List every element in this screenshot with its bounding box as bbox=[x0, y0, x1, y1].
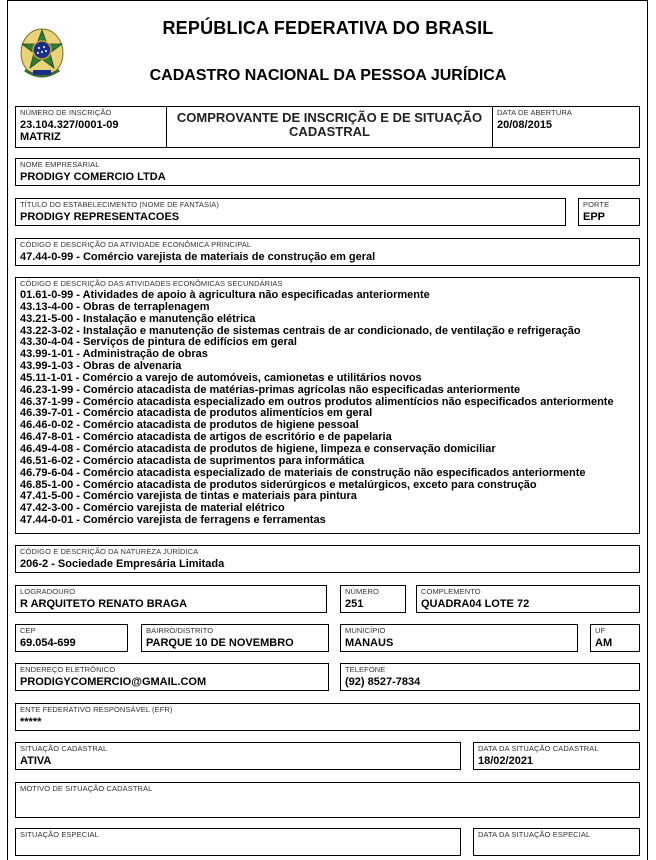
cep-label: CEP bbox=[20, 626, 36, 635]
uf-value: AM bbox=[595, 637, 613, 649]
efr-value: ***** bbox=[20, 716, 42, 728]
porte-box bbox=[578, 198, 640, 226]
situacao-especial-label: SITUAÇÃO ESPECIAL bbox=[20, 830, 99, 839]
logradouro-box bbox=[15, 585, 327, 613]
telefone-label: TELEFONE bbox=[345, 665, 386, 674]
numero-value: 251 bbox=[345, 598, 364, 610]
nome-empresarial-box bbox=[15, 158, 640, 186]
list-item: 47.41-5-00 - Comércio varejista de tintas e materiais para pintura bbox=[20, 490, 357, 503]
abertura-value: 20/08/2015 bbox=[497, 119, 553, 131]
page-subtitle: CADASTRO NACIONAL DA PESSOA JURÍDICA bbox=[149, 67, 507, 84]
telefone-box bbox=[340, 663, 640, 691]
efr-box bbox=[15, 703, 640, 731]
natureza-juridica-box bbox=[15, 545, 640, 573]
email-value: PRODIGYCOMERCIO@GMAIL.COM bbox=[20, 676, 207, 688]
data-situacao-especial-label: DATA DA SITUAÇÃO ESPECIAL bbox=[478, 830, 591, 839]
atividade-principal-value: 47.44-0-99 - Comércio varejista de materiais de construção em geral bbox=[20, 251, 376, 263]
logradouro-value: R ARQUITETO RENATO BRAGA bbox=[20, 598, 188, 610]
list-item: 46.39-7-01 - Comércio atacadista de produtos alimentícios em geral bbox=[20, 407, 373, 420]
list-item: 46.46-0-02 - Comércio atacadista de produtos de higiene pessoal bbox=[20, 419, 359, 432]
complemento-value: QUADRA04 LOTE 72 bbox=[421, 598, 530, 610]
list-item: 43.30-4-04 - Serviços de pintura de edifícios em geral bbox=[20, 336, 297, 349]
numero-box bbox=[340, 585, 406, 613]
list-item: 46.49-4-08 - Comércio atacadista de produtos de higiene, limpeza e conservação domiciliar bbox=[20, 442, 496, 455]
efr-label: ENTE FEDERATIVO RESPONSÁVEL (EFR) bbox=[20, 705, 173, 714]
logradouro-label: LOGRADOURO bbox=[20, 587, 76, 596]
fantasia-box bbox=[15, 198, 566, 226]
list-item: 01.61-0-99 - Atividades de apoio à agricultura não especificadas anteriormente bbox=[20, 289, 430, 301]
comprovante-line2: CADASTRAL bbox=[289, 124, 370, 139]
atividade-principal-label: CÓDIGO E DESCRIÇÃO DA ATIVIDADE ECONÔMICA PRINCIPAL bbox=[20, 240, 252, 249]
list-item: 45.11-1-01 - Comércio a varejo de automóveis, camionetas e utilitários novos bbox=[20, 371, 422, 384]
data-situacao-especial-box bbox=[473, 828, 640, 856]
atividades-secundarias-box bbox=[15, 277, 640, 534]
municipio-value: MANAUS bbox=[345, 637, 394, 649]
list-item: 46.47-8-01 - Comércio atacadista de artigos de escritório e de papelaria bbox=[20, 431, 392, 444]
municipio-label: MUNICÍPIO bbox=[345, 626, 386, 635]
fantasia-label: TÍTULO DO ESTABELECIMENTO (NOME DE FANTASIA) bbox=[20, 200, 220, 209]
natureza-juridica-value: 206-2 - Sociedade Empresária Limitada bbox=[20, 558, 225, 570]
comprovante-line1: COMPROVANTE DE INSCRIÇÃO E DE SITUAÇÃO bbox=[176, 110, 483, 125]
situacao-box bbox=[15, 742, 461, 770]
situacao-especial-box bbox=[15, 828, 461, 856]
motivo-box bbox=[15, 782, 640, 818]
atividades-secundarias-list bbox=[20, 290, 614, 527]
uf-box bbox=[590, 624, 640, 652]
atividade-principal-box bbox=[15, 238, 640, 266]
natureza-juridica-label: CÓDIGO E DESCRIÇÃO DA NATUREZA JURÍDICA bbox=[20, 547, 199, 556]
cep-box bbox=[15, 624, 128, 652]
list-item: 47.44-0-01 - Comércio varejista de ferragens e ferramentas bbox=[20, 514, 326, 527]
bairro-value: PARQUE 10 DE NOVEMBRO bbox=[146, 637, 294, 649]
list-item: 46.85-1-00 - Comércio atacadista de produtos siderúrgicos e metalúrgicos, exceto para construção bbox=[20, 478, 537, 491]
fantasia-value: PRODIGY REPRESENTACOES bbox=[20, 211, 180, 223]
inscricao-box bbox=[15, 106, 167, 148]
atividades-secundarias-label: CÓDIGO E DESCRIÇÃO DAS ATIVIDADES ECONÔMICAS SECUNDÁRIAS bbox=[20, 279, 283, 288]
numero-label: NÚMERO bbox=[345, 587, 379, 596]
list-item: 43.99-1-03 - Obras de alvenaria bbox=[20, 360, 182, 373]
abertura-label: DATA DE ABERTURA bbox=[497, 108, 572, 117]
list-item: 46.37-1-99 - Comércio atacadista especializado em outros produtos alimentícios não especificados anteriormente bbox=[20, 395, 614, 408]
nome-empresarial-value: PRODIGY COMERCIO LTDA bbox=[20, 171, 166, 183]
data-situacao-box bbox=[473, 742, 640, 770]
list-item: 46.23-1-99 - Comércio atacadista de matérias-primas agrícolas não especificadas anteriormente bbox=[20, 383, 521, 396]
abertura-box bbox=[492, 106, 640, 148]
bairro-label: BAIRRO/DISTRITO bbox=[146, 626, 214, 635]
list-item: 43.21-5-00 - Instalação e manutenção elétrica bbox=[20, 312, 256, 325]
list-item: 43.99-1-01 - Administração de obras bbox=[20, 348, 208, 361]
list-item: 46.79-6-04 - Comércio atacadista especializado de materiais de construção não especificados anteriormente bbox=[20, 466, 586, 479]
complemento-box bbox=[416, 585, 640, 613]
inscricao-numero: 23.104.327/0001-09 bbox=[20, 119, 119, 131]
page-title: REPÚBLICA FEDERATIVA DO BRASIL bbox=[162, 18, 494, 38]
inscricao-tipo: MATRIZ bbox=[20, 131, 61, 143]
list-item: 46.51-6-02 - Comércio atacadista de suprimentos para informática bbox=[20, 454, 365, 467]
motivo-label: MOTIVO DE SITUAÇÃO CADASTRAL bbox=[20, 784, 153, 793]
telefone-value: (92) 8527-7834 bbox=[345, 676, 421, 688]
nome-empresarial-label: NOME EMPRESARIAL bbox=[20, 160, 100, 169]
email-label: ENDEREÇO ELETRÔNICO bbox=[20, 665, 116, 674]
email-box bbox=[15, 663, 329, 691]
situacao-value: ATIVA bbox=[20, 755, 52, 767]
bairro-box bbox=[141, 624, 329, 652]
porte-value: EPP bbox=[583, 211, 606, 223]
porte-label: PORTE bbox=[583, 200, 610, 209]
situacao-label: SITUAÇÃO CADASTRAL bbox=[20, 744, 108, 753]
uf-label: UF bbox=[595, 626, 606, 635]
list-item: 43.13-4-00 - Obras de terraplenagem bbox=[20, 300, 210, 313]
municipio-box bbox=[340, 624, 578, 652]
data-situacao-value: 18/02/2021 bbox=[478, 755, 534, 767]
inscricao-label: NÚMERO DE INSCRIÇÃO bbox=[20, 108, 112, 117]
data-situacao-label: DATA DA SITUAÇÃO CADASTRAL bbox=[478, 744, 599, 753]
list-item: 47.42-3-00 - Comércio varejista de material elétrico bbox=[20, 502, 285, 515]
comprovante-box bbox=[166, 106, 493, 148]
complemento-label: COMPLEMENTO bbox=[421, 587, 481, 596]
cep-value: 69.054-699 bbox=[20, 637, 76, 649]
list-item: 43.22-3-02 - Instalação e manutenção de sistemas centrais de ar condicionado, de ventilação e refrigeração bbox=[20, 324, 581, 337]
